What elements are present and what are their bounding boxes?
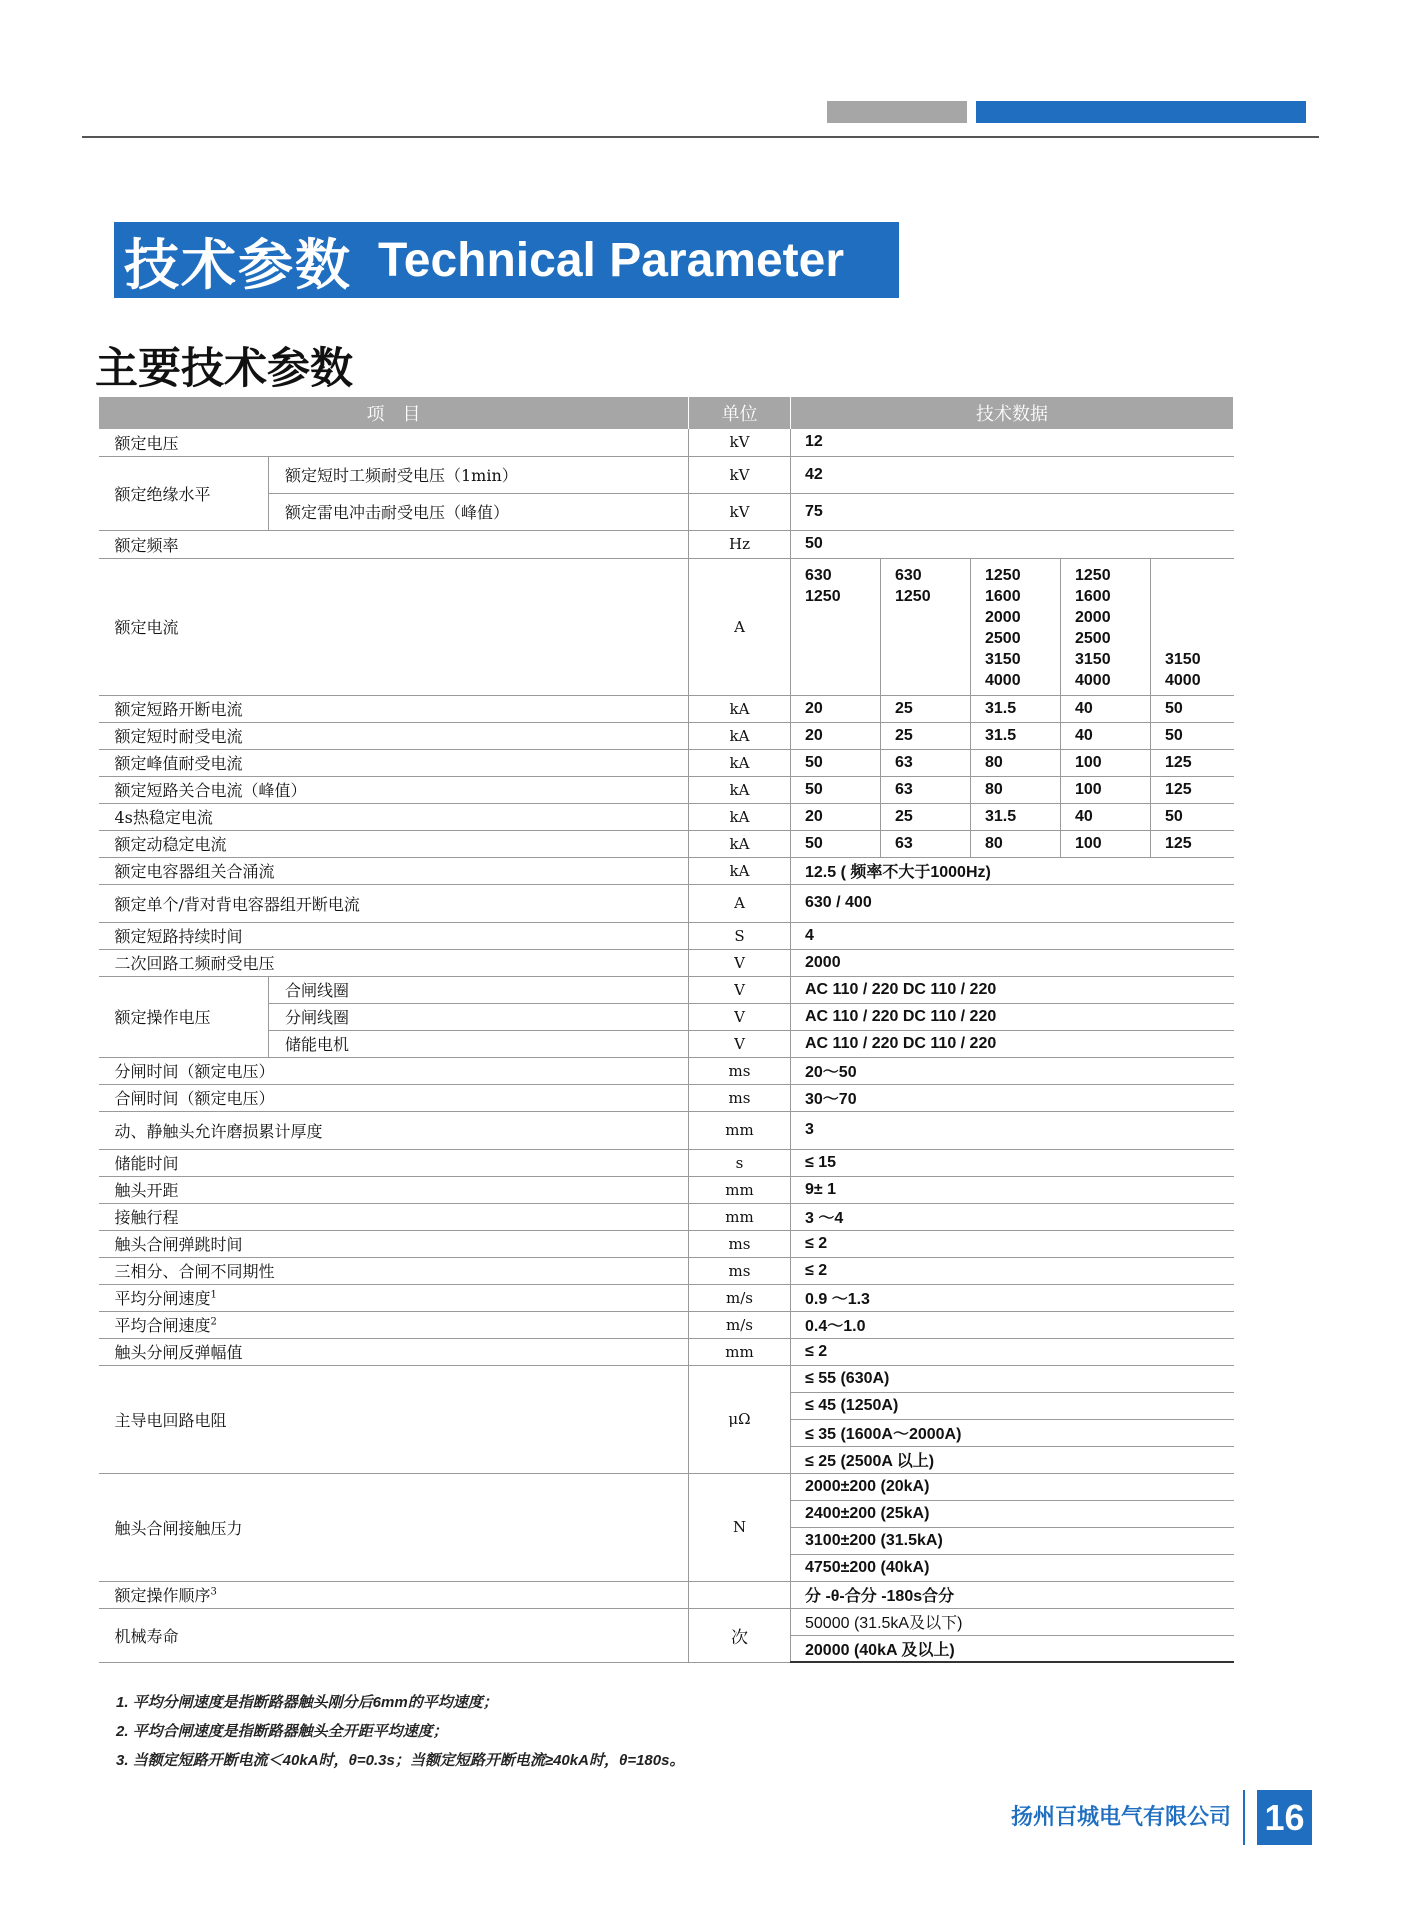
row-unit: kA: [689, 830, 791, 857]
row-value: 63: [881, 776, 971, 803]
table-row: [99, 830, 1234, 857]
current-col: 630 1250: [881, 558, 971, 695]
row-value: 50: [1151, 803, 1234, 830]
row-label: 主导电回路电阻: [99, 1365, 689, 1473]
section-banner: [114, 222, 899, 298]
row-label: 额定操作顺序$^3$: [99, 1581, 689, 1608]
row-value: 2400±200 (25kA): [791, 1500, 1234, 1527]
row-unit: N: [689, 1473, 791, 1581]
current-col: 1250 1600 2000 2500 3150 4000: [971, 558, 1061, 695]
row-label: 储能时间: [99, 1149, 689, 1176]
row-label: 额定短路关合电流（峰值）: [99, 776, 689, 803]
row-unit: ms: [689, 1230, 791, 1257]
row-value: AC 110 / 220 DC 110 / 220: [791, 976, 1234, 1003]
row-value: 100: [1061, 830, 1151, 857]
row-value: 125: [1151, 776, 1234, 803]
table-row: [99, 1284, 1234, 1311]
row-unit: kV: [689, 456, 791, 493]
row-unit: Hz: [689, 530, 791, 558]
table-row: [99, 803, 1234, 830]
row-unit: kV: [689, 493, 791, 530]
row-unit: 次: [689, 1608, 791, 1662]
row-unit: ms: [689, 1057, 791, 1084]
row-label: 二次回路工频耐受电压: [99, 949, 689, 976]
row-unit: kA: [689, 803, 791, 830]
row-value: 25: [881, 722, 971, 749]
row-value: 80: [971, 776, 1061, 803]
row-value: ≤ 15: [791, 1149, 1234, 1176]
table-row: [99, 558, 1234, 695]
row-value: 2000: [791, 949, 1234, 976]
row-label: 额定单个/背对背电容器组开断电流: [99, 884, 689, 922]
header-unit: 单位: [689, 397, 791, 429]
row-value: 50: [1151, 722, 1234, 749]
row-value: 4750±200 (40kA): [791, 1554, 1234, 1581]
banner-title-cn: 技术参数: [124, 232, 353, 297]
row-unit: V: [689, 1003, 791, 1030]
row-sublabel: 储能电机: [269, 1030, 689, 1057]
row-value: 100: [1061, 776, 1151, 803]
table-row: [99, 695, 1234, 722]
row-unit: V: [689, 949, 791, 976]
header-gray-bar: [827, 101, 967, 123]
row-unit: S: [689, 922, 791, 949]
row-unit: kA: [689, 776, 791, 803]
row-value: 50: [1151, 695, 1234, 722]
company-name: 扬州百城电气有限公司: [1010, 1805, 1231, 1830]
row-value: ≤ 45 (1250A): [791, 1392, 1234, 1419]
row-label: 额定电容器组关合涌流: [99, 857, 689, 884]
row-unit: kA: [689, 857, 791, 884]
row-unit: mm: [689, 1111, 791, 1149]
table-row: [99, 1149, 1234, 1176]
row-value: 20000 (40kA 及以上): [791, 1635, 1234, 1662]
row-label: 额定短时耐受电流: [99, 722, 689, 749]
row-label: 合闸时间（额定电压）: [99, 1084, 689, 1111]
table-row: [99, 1311, 1234, 1338]
header-data: 技术数据: [791, 397, 1234, 429]
row-value: 50: [791, 776, 881, 803]
footnote: 2. 平均合闸速度是指断路器触头全开距平均速度；: [116, 1723, 448, 1740]
row-value: 12: [791, 429, 1234, 456]
row-label: 平均合闸速度$^2$: [99, 1311, 689, 1338]
footnote: 1. 平均分闸速度是指断路器触头刚分后6mm的平均速度；: [116, 1694, 498, 1711]
table-row: [99, 749, 1234, 776]
row-value: 42: [791, 456, 1234, 493]
row-label: 4s热稳定电流: [99, 803, 689, 830]
table-row: [99, 1084, 1234, 1111]
current-col: 3150 4000: [1151, 558, 1234, 695]
row-value: 30～70: [791, 1084, 1234, 1111]
table-row: [99, 1257, 1234, 1284]
row-label: 额定操作电压: [99, 976, 269, 1057]
row-unit: mm: [689, 1203, 791, 1230]
table-row: [99, 1003, 1234, 1030]
row-unit: V: [689, 1030, 791, 1057]
row-value: 3: [791, 1111, 1234, 1149]
row-unit: m/s: [689, 1284, 791, 1311]
row-value: ≤ 35 (1600A～2000A): [791, 1419, 1234, 1446]
row-value: AC 110 / 220 DC 110 / 220: [791, 1003, 1234, 1030]
row-value: 31.5: [971, 695, 1061, 722]
row-value: 80: [971, 749, 1061, 776]
footnotes: [116, 1688, 684, 1775]
table-row: [99, 1111, 1234, 1149]
row-value: 100: [1061, 749, 1151, 776]
row-value: 4: [791, 922, 1234, 949]
row-sublabel: 额定短时工频耐受电压（1min）: [269, 456, 689, 493]
header-item: 项 目: [99, 397, 689, 429]
row-label: 平均分闸速度$^1$: [99, 1284, 689, 1311]
row-unit: kA: [689, 749, 791, 776]
row-value: 20: [791, 803, 881, 830]
header-blue-bar: [976, 101, 1306, 123]
table-row: [99, 1473, 1234, 1500]
table-row: [99, 922, 1234, 949]
row-label: 额定电流: [99, 558, 689, 695]
row-label: 额定峰值耐受电流: [99, 749, 689, 776]
table-row: [99, 1608, 1234, 1635]
table-row: [99, 1230, 1234, 1257]
row-value: 12.5 ( 频率不大于1000Hz): [791, 857, 1234, 884]
row-unit: ms: [689, 1257, 791, 1284]
table-row: [99, 429, 1234, 456]
row-label: 动、静触头允许磨损累计厚度: [99, 1111, 689, 1149]
table-header-row: [99, 397, 1234, 429]
row-unit: s: [689, 1149, 791, 1176]
row-value: 0.4～1.0: [791, 1311, 1234, 1338]
row-value: 9± 1: [791, 1176, 1234, 1203]
table-row: [99, 857, 1234, 884]
table-row: [99, 1365, 1234, 1392]
row-value: ≤ 2: [791, 1257, 1234, 1284]
row-value: 125: [1151, 749, 1234, 776]
row-sublabel: 合闸线圈: [269, 976, 689, 1003]
table-row: [99, 1030, 1234, 1057]
table-row: [99, 456, 1234, 493]
current-col: 630 1250: [791, 558, 881, 695]
row-value: 分 -θ-合分 -180s合分: [791, 1581, 1234, 1608]
table-row: [99, 884, 1234, 922]
row-value: 50: [791, 830, 881, 857]
row-sublabel: 额定雷电冲击耐受电压（峰值）: [269, 493, 689, 530]
row-value: AC 110 / 220 DC 110 / 220: [791, 1030, 1234, 1057]
row-value: 40: [1061, 803, 1151, 830]
row-value: 2000±200 (20kA): [791, 1473, 1234, 1500]
row-value: ≤ 25 (2500A 以上): [791, 1446, 1234, 1473]
row-unit: m/s: [689, 1311, 791, 1338]
row-value: 20～50: [791, 1057, 1234, 1084]
row-value: 31.5: [971, 722, 1061, 749]
row-unit: kA: [689, 722, 791, 749]
row-value: 63: [881, 830, 971, 857]
row-value: 20: [791, 722, 881, 749]
row-value: 25: [881, 803, 971, 830]
row-value: 25: [881, 695, 971, 722]
row-value: 31.5: [971, 803, 1061, 830]
row-value: 63: [881, 749, 971, 776]
banner-title-en: Technical Parameter: [378, 233, 845, 287]
header-rule: [82, 136, 1319, 138]
row-label: 额定频率: [99, 530, 689, 558]
table-row: [99, 722, 1234, 749]
row-unit: mm: [689, 1176, 791, 1203]
row-label: 额定动稳定电流: [99, 830, 689, 857]
row-unit: ms: [689, 1084, 791, 1111]
row-label: 额定短路持续时间: [99, 922, 689, 949]
row-label: 触头合闸弹跳时间: [99, 1230, 689, 1257]
row-unit: μΩ: [689, 1365, 791, 1473]
row-label: 分闸时间（额定电压）: [99, 1057, 689, 1084]
page-title: 主要技术参数: [95, 344, 353, 394]
row-sublabel: 分闸线圈: [269, 1003, 689, 1030]
table-row: [99, 976, 1234, 1003]
row-value: 75: [791, 493, 1234, 530]
row-label: 机械寿命: [99, 1608, 689, 1662]
row-unit: kA: [689, 695, 791, 722]
spec-table: [98, 397, 1234, 1663]
current-col: 1250 1600 2000 2500 3150 4000: [1061, 558, 1151, 695]
row-value: 80: [971, 830, 1061, 857]
row-value: 50: [791, 749, 881, 776]
row-value: 50: [791, 530, 1234, 558]
table-row: [99, 1176, 1234, 1203]
row-unit: V: [689, 976, 791, 1003]
row-label: 额定电压: [99, 429, 689, 456]
row-label: 额定短路开断电流: [99, 695, 689, 722]
row-label: 三相分、合闸不同期性: [99, 1257, 689, 1284]
row-label: 额定绝缘水平: [99, 456, 269, 530]
row-value: 50000 (31.5kA及以下): [791, 1608, 1234, 1635]
row-value: 3100±200 (31.5kA): [791, 1527, 1234, 1554]
row-value: 3 ～4: [791, 1203, 1234, 1230]
row-value: 0.9 ～1.3: [791, 1284, 1234, 1311]
page-number: 16: [1257, 1790, 1312, 1845]
table-row: [99, 1057, 1234, 1084]
row-value: 20: [791, 695, 881, 722]
row-label: 触头开距: [99, 1176, 689, 1203]
table-row: [99, 949, 1234, 976]
row-value: 125: [1151, 830, 1234, 857]
row-value: ≤ 2: [791, 1230, 1234, 1257]
row-value: 630 / 400: [791, 884, 1234, 922]
row-unit: A: [689, 884, 791, 922]
row-value: ≤ 2: [791, 1338, 1234, 1365]
row-unit: [689, 1581, 791, 1608]
row-value: 40: [1061, 695, 1151, 722]
row-unit: kV: [689, 429, 791, 456]
row-value: ≤ 55 (630A): [791, 1365, 1234, 1392]
row-label: 触头分闸反弹幅值: [99, 1338, 689, 1365]
table-row: [99, 776, 1234, 803]
row-value: 40: [1061, 722, 1151, 749]
footer-divider: [1243, 1790, 1245, 1845]
row-label: 触头合闸接触压力: [99, 1473, 689, 1581]
table-row: [99, 493, 1234, 530]
table-row: [99, 1338, 1234, 1365]
row-unit: A: [689, 558, 791, 695]
table-row: [99, 1581, 1234, 1608]
row-unit: mm: [689, 1338, 791, 1365]
table-row: [99, 1203, 1234, 1230]
table-row: [99, 530, 1234, 558]
footnote: 3. 当额定短路开断电流＜40kA时，θ=0.3s；当额定短路开断电流≥40kA时，θ=180s。: [116, 1752, 685, 1769]
row-label: 接触行程: [99, 1203, 689, 1230]
